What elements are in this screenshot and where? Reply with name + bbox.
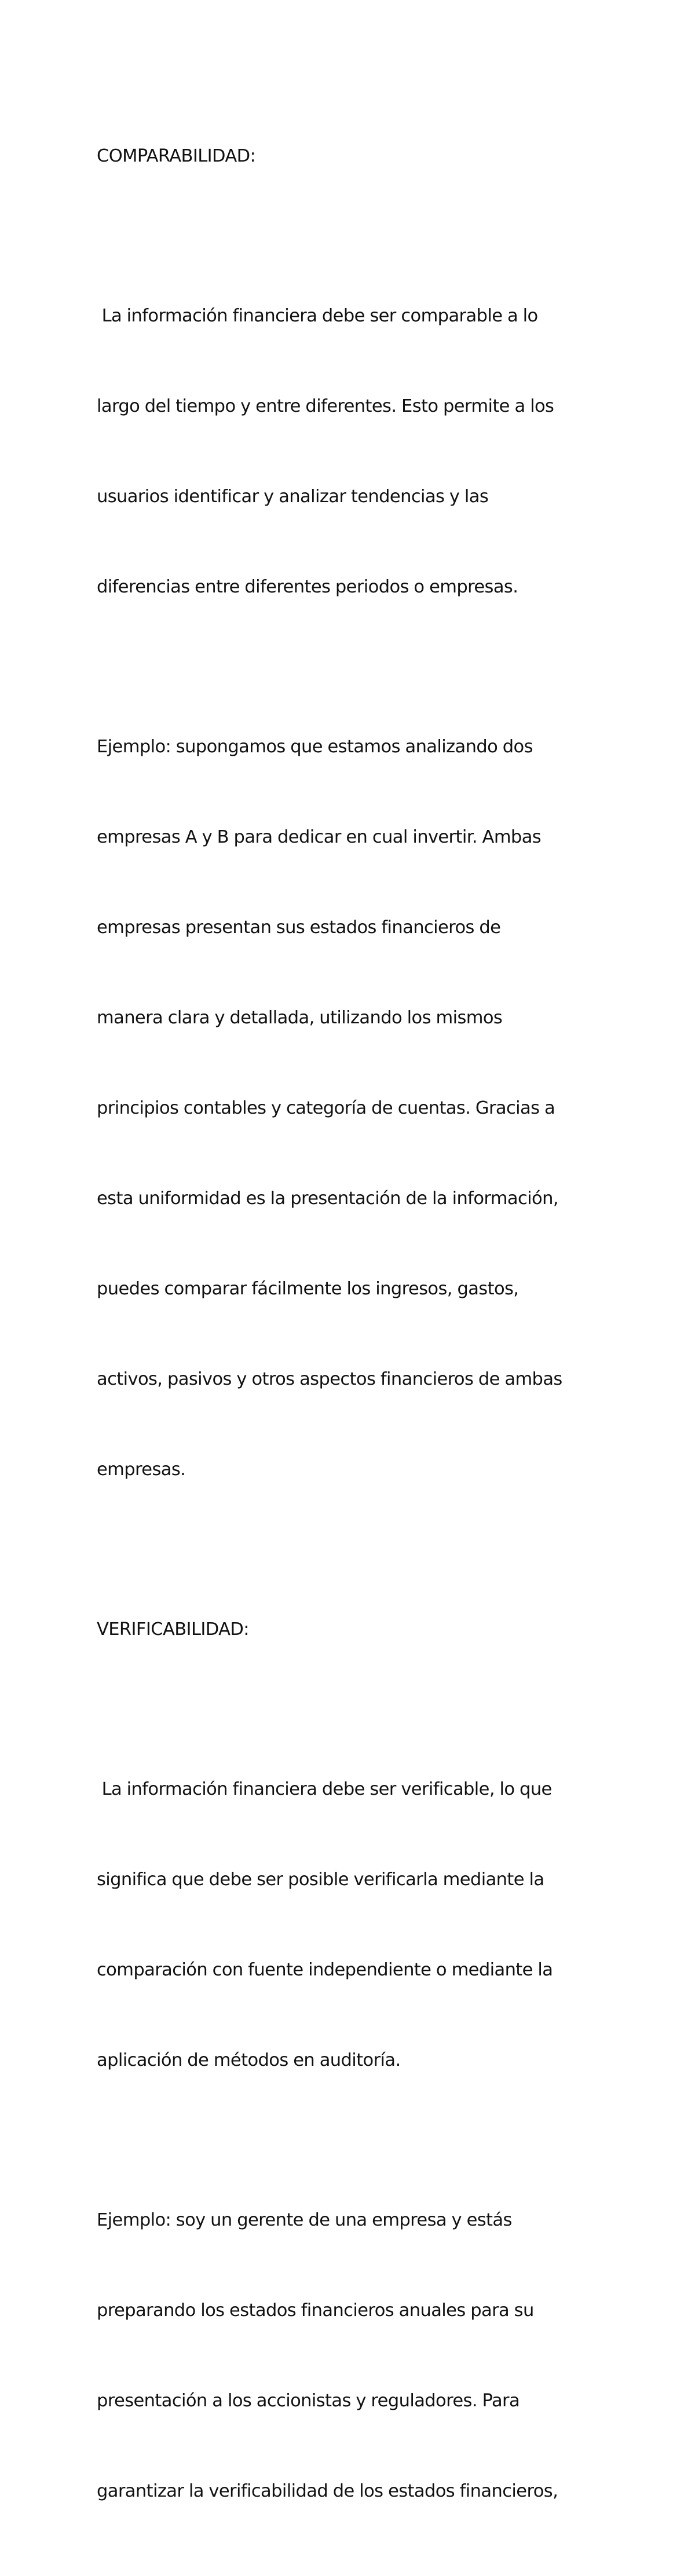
text-line: empresas A y B para dedicar en cual invertir. Ambas xyxy=(97,827,542,847)
text-line: significa que debe ser posible verificarla mediante la xyxy=(97,1869,544,1890)
text-line: puedes comparar fácilmente los ingresos, gastos, xyxy=(97,1279,519,1299)
text-line: La información financiera debe ser verificable, lo que xyxy=(97,1779,552,1799)
text-line: largo del tiempo y entre diferentes. Esto permite a los xyxy=(97,396,554,416)
text-line: preparando los estados financieros anuales para su xyxy=(97,2300,534,2321)
text-line: empresas. xyxy=(97,1459,186,1480)
paragraph-verificabilidad-example xyxy=(97,2145,606,2567)
text-line: aplicación de métodos en auditoría. xyxy=(97,2050,401,2070)
text-line: empresas presentan sus estados financieros de xyxy=(97,917,501,938)
heading-comparabilidad xyxy=(97,81,606,232)
text-line: comparación con fuente independiente o mediante la xyxy=(97,1960,553,1980)
text-line: principios contables y categoría de cuentas. Gracias a xyxy=(97,1098,555,1118)
text-line: manera clara y detallada, utilizando los mismos xyxy=(97,1008,503,1028)
paragraph-comparabilidad-definition xyxy=(97,241,606,663)
text-line: usuarios identificar y analizar tendencias y las xyxy=(97,486,489,507)
text-line: activos, pasivos y otros aspectos financieros de ambas xyxy=(97,1369,562,1389)
paragraph-comparabilidad-example xyxy=(97,672,606,1545)
text-line: esta uniformidad es la presentación de la información, xyxy=(97,1188,558,1209)
text-line: Ejemplo: soy un gerente de una empresa y estás xyxy=(97,2210,512,2230)
text-line: Ejemplo: supongamos que estamos analizando dos xyxy=(97,737,533,757)
paragraph-verificabilidad-definition xyxy=(97,1714,606,2136)
heading-verificabilidad xyxy=(97,1554,606,1705)
text-line: presentación a los accionistas y reguladores. Para xyxy=(97,2391,520,2411)
text-line: COMPARABILIDAD: xyxy=(97,146,256,166)
text-line: diferencias entre diferentes periodos o empresas. xyxy=(97,577,518,597)
text-line: La información financiera debe ser comparable a lo xyxy=(97,306,538,326)
text-line: garantizar la verificabilidad de los estados financieros, xyxy=(97,2481,558,2501)
text-line: VERIFICABILIDAD: xyxy=(97,1619,249,1640)
document-body xyxy=(97,81,606,2576)
